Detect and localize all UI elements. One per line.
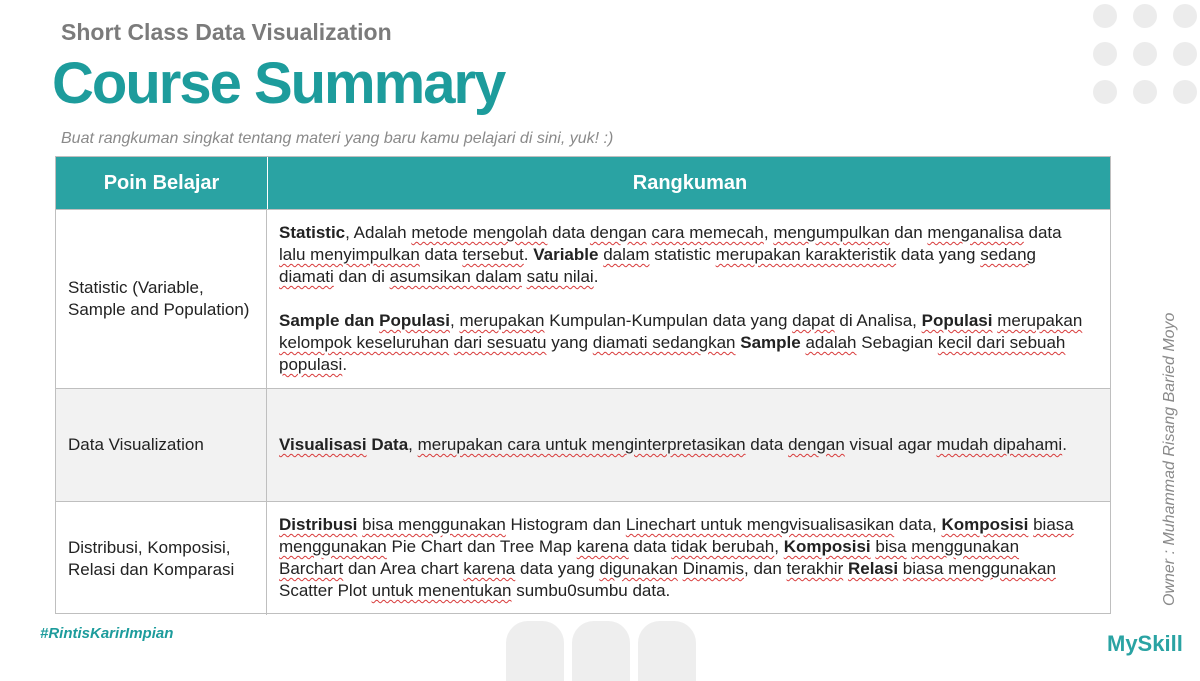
decorative-tab	[572, 621, 630, 681]
summary-paragraph	[279, 434, 1086, 456]
summary-cell[interactable]	[267, 502, 1110, 615]
summary-text: data	[419, 245, 463, 264]
topic-text: Statistic (Variable, Sample and Population)	[68, 278, 250, 319]
column-header-rangkuman: Rangkuman	[267, 157, 1112, 209]
summary-text: dapat	[792, 311, 835, 330]
summary-text: sedang diamati	[279, 245, 1036, 286]
summary-text: karena	[463, 559, 516, 578]
summary-text: dari sesuatu	[453, 333, 547, 352]
summary-cell[interactable]	[267, 389, 1110, 501]
topic-text: Data Visualization	[68, 435, 204, 454]
summary-text: , Adalah	[345, 223, 412, 242]
bold-term: Komposisi	[941, 515, 1029, 534]
summary-text: Kumpulan-Kumpulan data yang	[544, 311, 793, 330]
summary-text: , dan	[744, 559, 787, 578]
bold-term: Komposisi	[783, 537, 871, 556]
summary-text: menganalisa	[927, 223, 1024, 242]
summary-text: ,	[450, 311, 460, 330]
summary-text: .	[1062, 435, 1067, 454]
summary-text: visual agar	[844, 435, 937, 454]
bold-term: Sample dan	[279, 311, 380, 330]
summary-text: ,	[763, 223, 774, 242]
summary-text: Pie Chart dan Tree Map	[386, 537, 577, 556]
summary-text: dengan	[788, 435, 845, 454]
summary-table	[55, 156, 1111, 614]
summary-text: tidak berubah	[671, 537, 775, 556]
bold-term: Sample	[740, 333, 801, 352]
bold-term: Distribusi	[279, 515, 358, 534]
summary-text: satu nilai	[526, 267, 594, 286]
summary-text: .	[342, 355, 348, 374]
summary-text: metode mengolah	[411, 223, 548, 242]
summary-text: Barchart	[279, 559, 344, 578]
bold-term: Variable	[533, 245, 599, 264]
summary-text: karena	[576, 537, 629, 556]
summary-text: lalu menyimpulkan	[279, 245, 420, 264]
summary-text: .	[593, 267, 599, 286]
summary-text: kecil dari sebuah populasi	[279, 333, 1066, 374]
summary-text: Histogram dan	[505, 515, 626, 534]
summary-text: biasa menggunakan	[902, 559, 1056, 578]
summary-paragraph	[279, 514, 1086, 602]
summary-paragraph	[279, 222, 1086, 288]
summary-paragraph	[279, 310, 1086, 376]
summary-cell[interactable]	[267, 210, 1110, 388]
myskill-logo: MySkill	[1107, 631, 1183, 656]
summary-text: dan di	[333, 267, 390, 286]
summary-text: dan Area chart	[343, 559, 464, 578]
summary-text: dan	[889, 223, 928, 242]
summary-text: data yang	[515, 559, 600, 578]
summary-text: Sebagian	[856, 333, 938, 352]
summary-text: Dinamis	[682, 559, 744, 578]
summary-text: terakhir	[786, 559, 844, 578]
summary-text: untuk menentukan	[371, 581, 512, 600]
bold-term: Relasi	[847, 559, 899, 578]
bold-term: Visualisasi	[279, 435, 367, 454]
table-row	[56, 209, 1110, 388]
summary-text: biasa menggunakan	[279, 515, 1074, 556]
page-subtitle: Buat rangkuman singkat tentang materi yang baru kamu pelajari di sini, yuk! :)	[61, 130, 614, 147]
summary-text: statistic	[649, 245, 716, 264]
summary-text: di Analisa,	[834, 311, 922, 330]
bold-term: Populasi	[379, 311, 450, 330]
summary-text: ,	[408, 435, 418, 454]
bold-term: Data	[366, 435, 409, 454]
summary-text: merupakan kelompok keseluruhan	[279, 311, 1083, 352]
summary-text: dalam	[603, 245, 650, 264]
owner-credit: Owner : Muhammad Risang Baried Moyo	[1161, 312, 1178, 606]
summary-text: sumbu0sumbu data.	[511, 581, 671, 600]
bold-term: Populasi	[921, 311, 993, 330]
summary-text: Scatter Plot	[279, 581, 372, 600]
summary-text: mudah dipahami	[936, 435, 1063, 454]
decorative-tab	[638, 621, 696, 681]
page-title: Course Summary	[52, 51, 505, 116]
decorative-dots	[1093, 4, 1200, 108]
summary-text: ,	[774, 537, 784, 556]
summary-text: data yang	[896, 245, 981, 264]
topic-text: Distribusi, Komposisi, Relasi dan Komparasi	[68, 537, 235, 579]
table-header	[56, 157, 1110, 209]
summary-text: data	[745, 435, 789, 454]
summary-text: Linechart untuk mengvisualisasikan	[625, 515, 895, 534]
summary-text: diamati sedangkan	[592, 333, 736, 352]
summary-text: menggunakan	[911, 537, 1020, 556]
summary-text: digunakan	[599, 559, 678, 578]
summary-text: data	[547, 223, 590, 242]
summary-text: yang	[546, 333, 593, 352]
bold-term: Statistic	[279, 223, 346, 242]
summary-text: dengan	[589, 223, 647, 242]
hashtag-text: #RintisKarirImpian	[40, 625, 174, 642]
summary-text: data	[628, 537, 672, 556]
summary-text: .	[523, 245, 534, 264]
topic-cell[interactable]	[56, 210, 267, 388]
summary-text: bisa	[875, 537, 907, 556]
summary-text: data	[1023, 223, 1062, 242]
summary-text: merupakan	[459, 311, 545, 330]
column-header-poin-belajar: Poin Belajar	[103, 172, 220, 194]
page-kicker: Short Class Data Visualization	[61, 19, 392, 45]
summary-text: mengumpulkan	[773, 223, 890, 242]
decorative-tab	[506, 621, 564, 681]
summary-text: adalah	[805, 333, 857, 352]
summary-text: merupakan cara untuk menginterpretasikan	[417, 435, 746, 454]
summary-text: tersebut	[462, 245, 524, 264]
summary-text: merupakan karakteristik	[715, 245, 897, 264]
summary-text: data,	[894, 515, 942, 534]
summary-text: bisa menggunakan	[362, 515, 506, 534]
summary-text: cara memecah	[651, 223, 764, 242]
table-row	[56, 388, 1110, 501]
topic-cell[interactable]	[56, 389, 267, 501]
table-row	[56, 501, 1110, 615]
topic-cell[interactable]	[56, 502, 267, 615]
summary-text: asumsikan dalam	[389, 267, 522, 286]
